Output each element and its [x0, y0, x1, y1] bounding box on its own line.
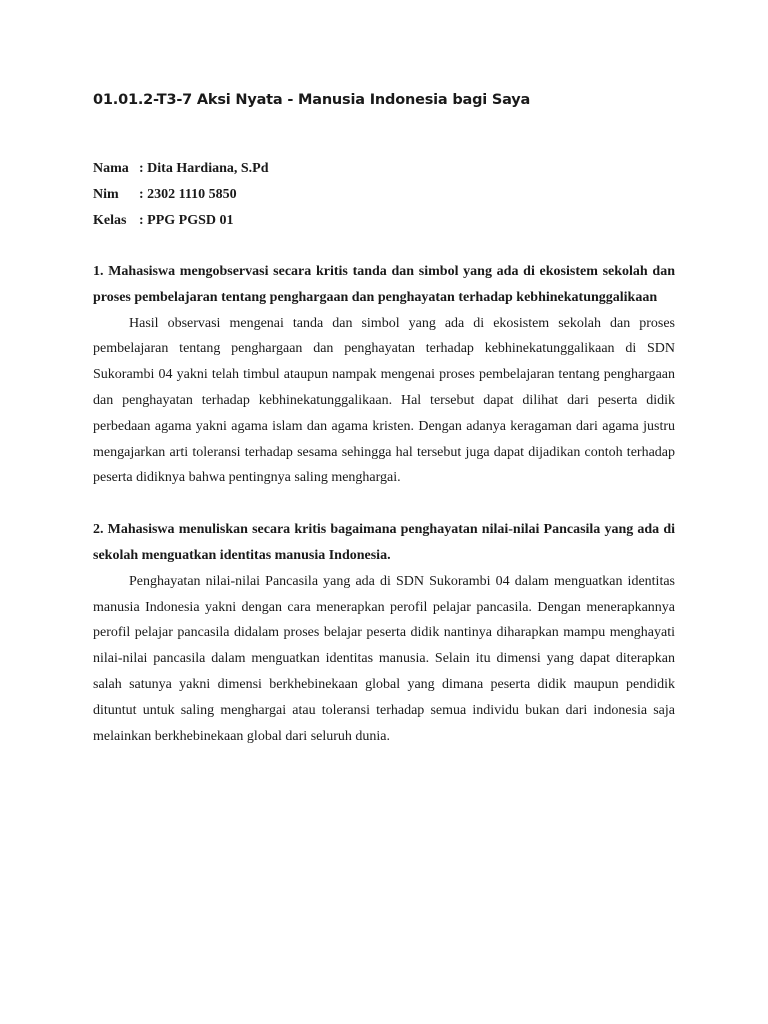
section-body: Hasil observasi mengenai tanda dan simbol yang ada di ekosistem sekolah dan proses pembelajaran tentang penghargaan dan penghayatan terhadap kebhinekatunggalikaan di SDN Sukorambi 04 yakni telah timbul ataupun nampak mengenai proses pembelajaran tentang penghargaan dan penghayatan terhadap kebhinekatunggalikaan. Hal tersebut dapat dilihat dari peserta didik perbedaan agama yakni agama islam dan agama kristen. Dengan adanya keragaman dari agama justru mengajarkan arti toleransi terhadap sesama sehingga hal tersebut juga dapat dijadikan contoh terhadap peserta didiknya bahwa pentingnya saling menghargai.	[93, 315, 675, 486]
identity-row-nama	[93, 159, 675, 185]
identity-label: Nim	[93, 187, 119, 202]
document-page	[93, 88, 675, 749]
identity-row-nim	[93, 185, 675, 211]
identity-label: Nama	[93, 161, 129, 176]
section-heading: 1. Mahasiswa mengobservasi secara kritis tanda dan simbol yang ada di ekosistem sekolah dan proses pembelajaran tentang penghargaan dan penghayatan terhadap kebhinekatunggalikaan	[93, 264, 675, 305]
identity-block	[93, 159, 675, 237]
identity-value: : 2302 1110 5850	[139, 187, 237, 202]
section-2	[93, 517, 675, 749]
identity-row-kelas	[93, 211, 675, 237]
section-1	[93, 259, 675, 491]
section-heading: 2. Mahasiswa menuliskan secara kritis bagaimana penghayatan nilai-nilai Pancasila yang ada di sekolah menguatkan identitas manusia Indonesia.	[93, 522, 675, 563]
section-body: Penghayatan nilai-nilai Pancasila yang ada di SDN Sukorambi 04 dalam menguatkan identitas manusia Indonesia yakni dengan cara menerapkan perofil pelajar pancasila. Dengan menerapkannya perofil pelajar pancasila didalam proses belajar peserta didik nantinya diharapkan mampu menghayati nilai-nilai pancasila dalam menguatkan identitas manusia. Selain itu dimensi yang dapat diterapkan salah satunya yakni dimensi berkhebinekaan global yang dimana peserta didik maupun pendidik dituntut untuk saling menghargai atau toleransi terhadap semua individu bukan dari indonesia saja melainkan berkhebinekaan global dari seluruh dunia.	[93, 573, 675, 744]
identity-label: Kelas	[93, 213, 127, 228]
identity-value: : Dita Hardiana, S.Pd	[139, 161, 269, 176]
identity-value: : PPG PGSD 01	[139, 213, 234, 228]
document-title: 01.01.2-T3-7 Aksi Nyata - Manusia Indonesia bagi Saya	[93, 92, 531, 108]
